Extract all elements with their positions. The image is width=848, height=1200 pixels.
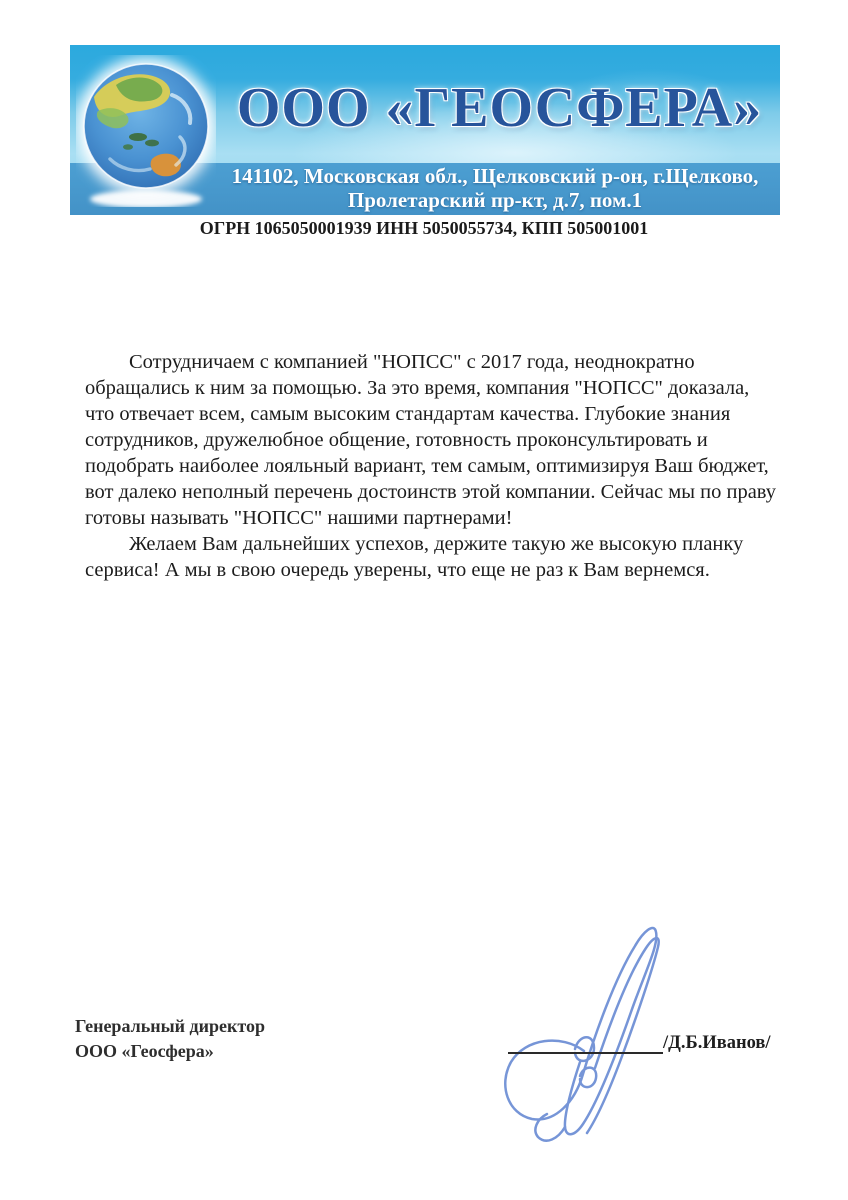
signatory-title-block (75, 1014, 265, 1064)
address-line-1: 141102, Московская обл., Щелковский р-он, г.Щелково, (231, 164, 759, 188)
company-address (210, 164, 780, 212)
body-paragraph-2: Желаем Вам дальнейших успехов, держите такую же высокую планку сервиса! А мы в свою очередь уверены, что еще не раз к Вам вернемся. (85, 533, 744, 581)
body-paragraph-1: Сотрудничаем с компанией "НОПСС" с 2017 года, неоднократно обращались к ним за помощью. За это время, компания "НОПСС" доказала, что отвечает всем, самым высоким стандартам качества. Глубокие знания сотрудников, дружелюбное общение, готовность проконсультировать и подобрать наиболее лояльный вариант, тем самым, оптимизируя Ваш бюджет, вот далеко неполный перечень достоинств этой компании. Сейчас мы по праву готовы называть "НОПСС" нашими партнерами! (85, 351, 777, 529)
letter-body (85, 349, 780, 583)
letterhead-banner (70, 45, 780, 215)
registration-line: ОГРН 1065050001939 ИНН 5050055734, КПП 505001001 (199, 218, 649, 238)
signatory-name: /Д.Б.Иванов/ (663, 1033, 771, 1053)
signature-row (508, 1031, 771, 1054)
signatory-position: Генеральный директор (75, 1016, 265, 1036)
signatory-company: ООО «Геосфера» (75, 1041, 214, 1061)
earth-globe-icon (76, 55, 216, 207)
company-title: ООО «ГЕОСФЕРА» (236, 77, 763, 139)
address-line-2: Пролетарский пр-кт, д.7, пом.1 (347, 188, 643, 212)
signature-line (508, 1031, 663, 1054)
